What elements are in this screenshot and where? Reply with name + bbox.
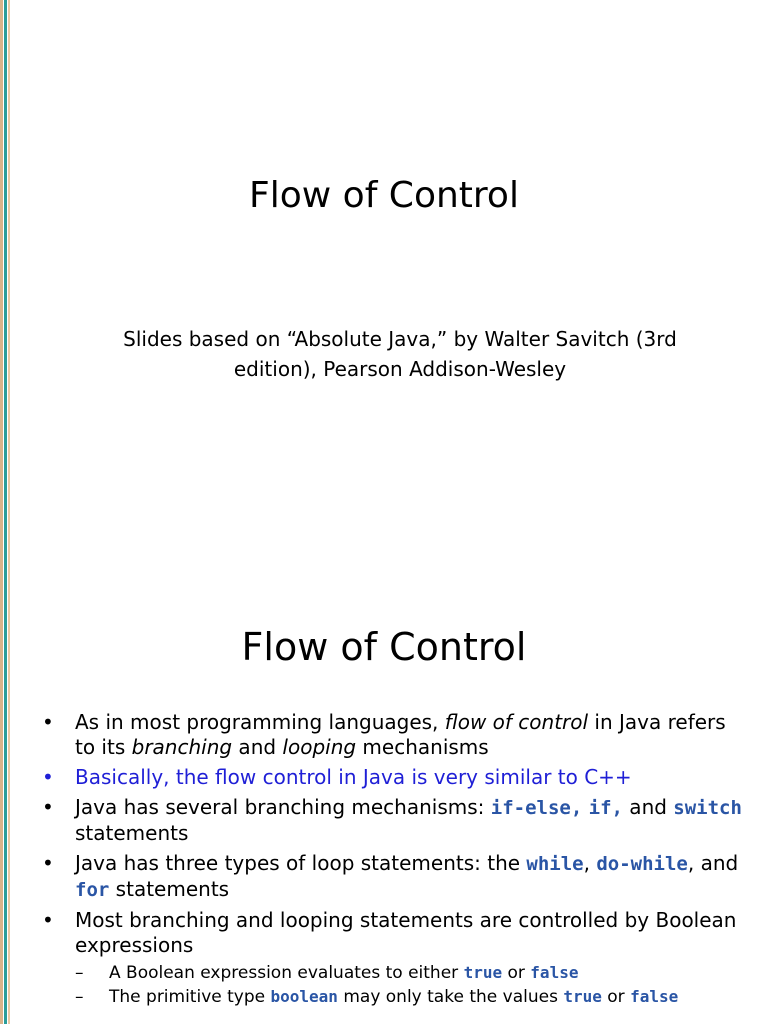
edge-stripe-tan (0, 0, 3, 1024)
bullet-item-similar-to-cpp: • Basically, the flow control in Java is very similar to C++ (42, 765, 632, 789)
code-true: true (563, 987, 602, 1006)
code-false: false (630, 987, 679, 1006)
bullet-item-boolean-expressions: • Most branching and looping statements are controlled by Boolean expressions – A Boolean expression evaluates to either true or false – The primitive type boolean may only take the values true or false (42, 908, 752, 1009)
bullet-item-branching-mechanisms: • Java has several branching mechanisms: if-else, if, and switch statements (42, 795, 742, 845)
edge-stripe-teal (4, 0, 7, 1024)
slide1-subtitle (100, 324, 700, 384)
code-if-else: if-else, (490, 797, 583, 819)
bullet-list (42, 710, 752, 1014)
slide1-title: Flow of Control (249, 175, 519, 216)
bullet-item-loop-statements: • Java has three types of loop statements: the while, do-while, and for statements (42, 851, 739, 901)
sub-bullet-evaluates: – A Boolean expression evaluates to either true or false (75, 963, 579, 983)
bullet-dot-icon: • (42, 795, 54, 819)
left-edge-decoration (0, 0, 12, 1024)
code-true: true (463, 963, 503, 982)
bullet-dot-icon: • (42, 851, 54, 875)
bullet-dot-icon: • (42, 765, 54, 789)
bullet-dot-icon: • (42, 908, 54, 932)
subtitle-line-1: Slides based on “Absolute Java,” by Walter Savitch (3rd (123, 327, 677, 351)
code-for: for (75, 879, 110, 901)
sub-bullet-list (75, 961, 752, 1009)
sub-bullet-primitive-type: – The primitive type boolean may only take the values true or false (75, 987, 679, 1007)
bullet-item-flow-of-control: • As in most programming languages, flow of control in Java refers to its branching and looping mechanisms (42, 710, 726, 759)
code-if: if, (588, 797, 623, 819)
code-while: while (526, 853, 584, 875)
edge-stripe-tan-light (8, 0, 10, 1024)
code-false: false (530, 963, 579, 982)
subtitle-line-2: edition), Pearson Addison-Wesley (233, 357, 567, 381)
code-switch: switch (673, 797, 742, 819)
slide2-title: Flow of Control (241, 625, 527, 669)
sub-bullet-dash-icon: – (75, 963, 84, 983)
sub-bullet-dash-icon: – (75, 987, 84, 1007)
code-boolean: boolean (270, 987, 338, 1006)
bullet-dot-icon: • (42, 710, 54, 734)
code-do-while: do-while (596, 853, 688, 875)
